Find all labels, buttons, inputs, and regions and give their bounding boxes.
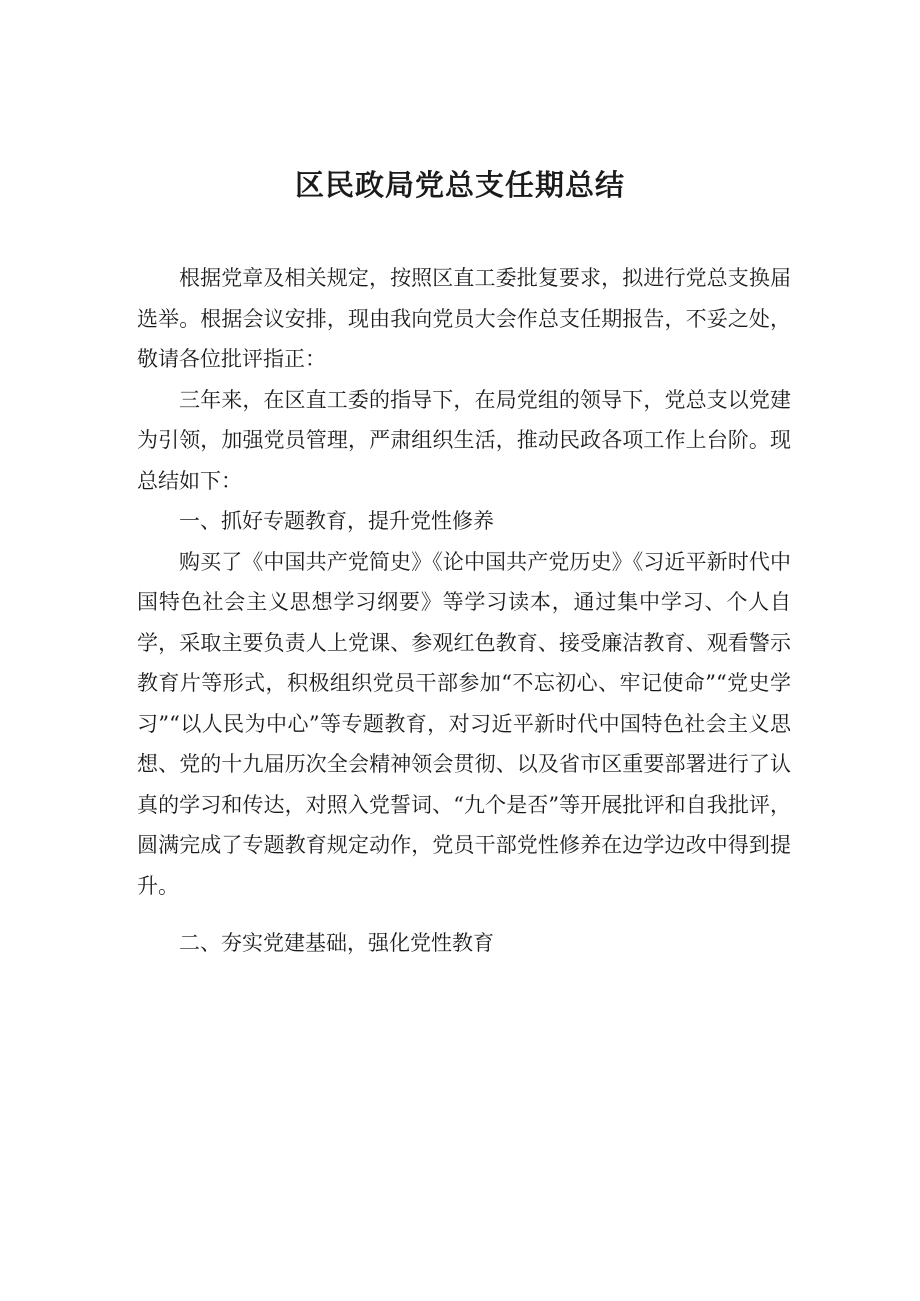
document-title: 区民政局党总支任期总结 [294, 168, 625, 202]
section-heading-1: 一、抓好专题教育，提升党性修养 [179, 509, 494, 533]
intro-paragraph: 根据党章及相关规定，按照区直工委批复要求，拟进行党总支换届选举。根据会议安排，现由我向党员大会作总支任期报告，不妥之处，敬请各位批评指正： [137, 266, 791, 371]
section-1-paragraph: 购买了《中国共产党简史》《论中国共产党历史》《习近平新时代中国特色社会主义思想学习纲要》等学习读本，通过集中学习、个人自学，采取主要负责人上党课、参观红色教育、接受廉洁教育、观看警示教育片等形式，积极组织党员干部参加“不忘初心、牢记使命”“党史学习”“以人民为中心”等专题教育，对习近平新时代中国特色社会主义思想、党的十九届历次全会精神领会贯彻、以及省市区重要部署进行了认真的学习和传达，对照入党誓词、“九个是否”等开展批评和自我批评，圆满完成了专题教育规定动作，党员干部党性修养在边学边改中得到提升。 [137, 549, 791, 898]
section-heading-2: 二、夯实党建基础，强化党性教育 [179, 931, 494, 955]
summary-paragraph: 三年来，在区直工委的指导下，在局党组的领导下，党总支以党建为引领，加强党员管理，严肃组织生活，推动民政各项工作上台阶。现总结如下： [137, 387, 791, 493]
document-body [137, 258, 791, 964]
